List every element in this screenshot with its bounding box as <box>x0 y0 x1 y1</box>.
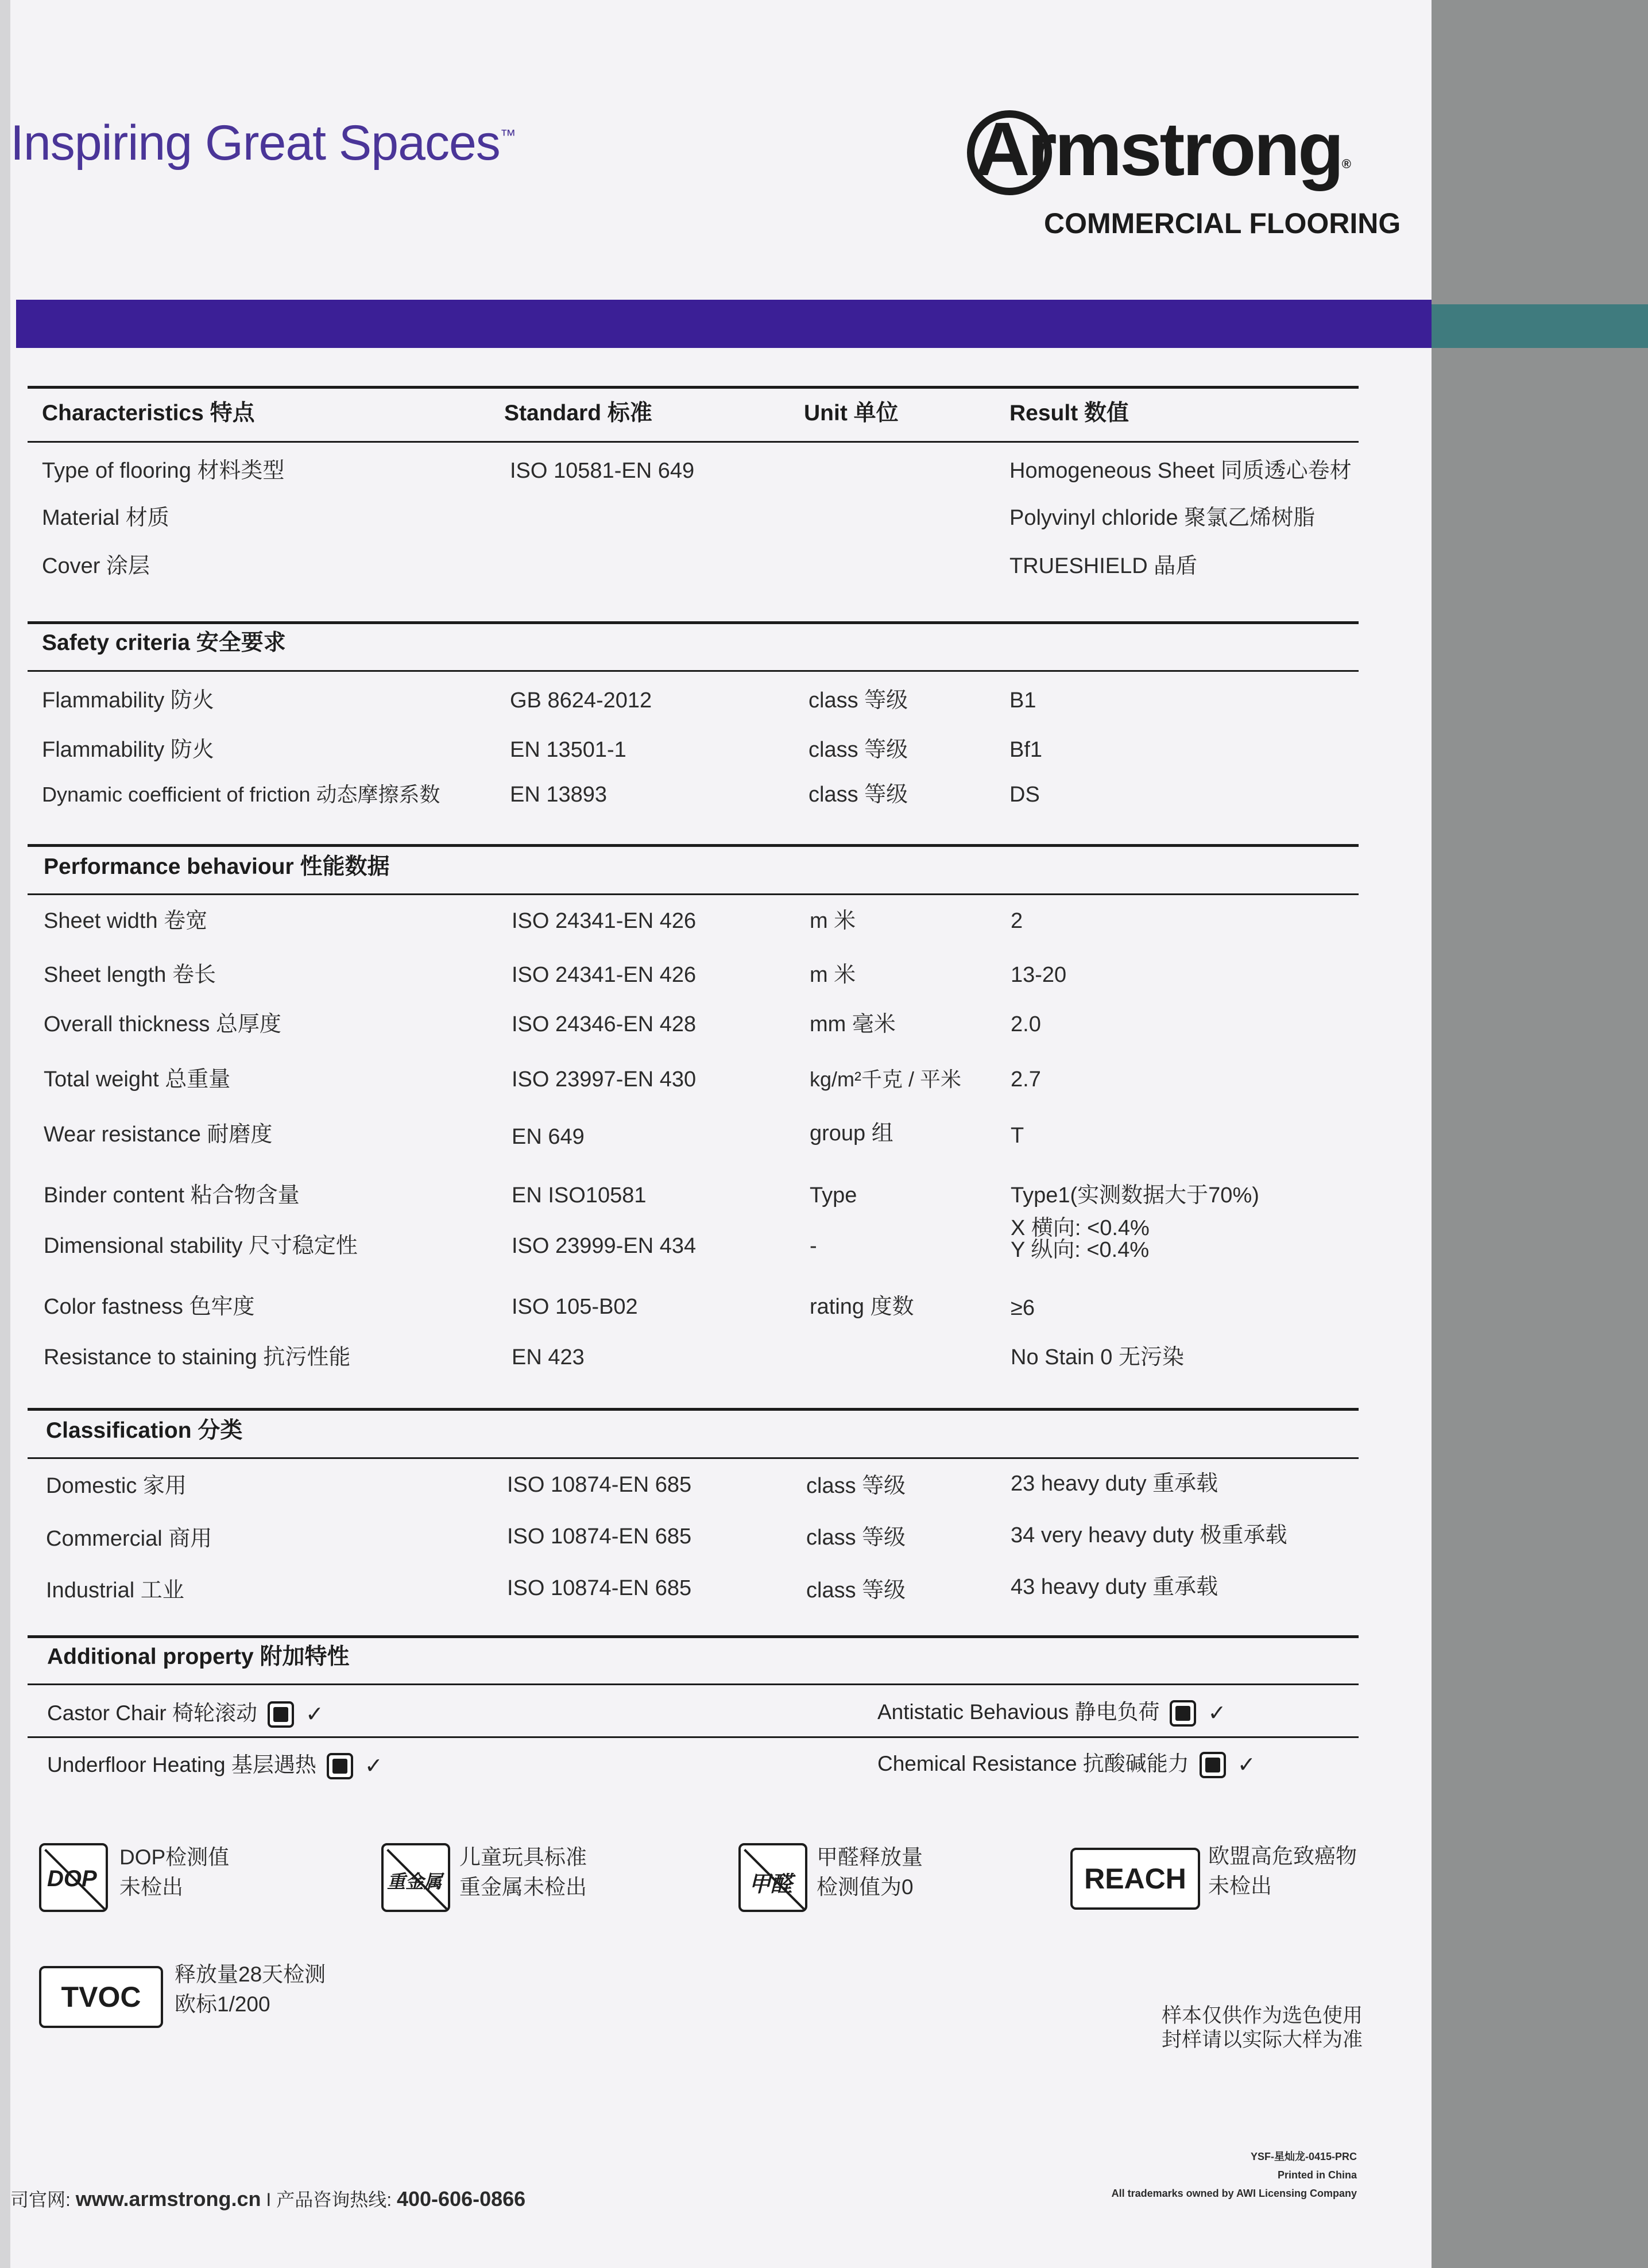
row-unit: group 组 <box>810 1121 893 1145</box>
row-unit: class 等级 <box>808 738 908 762</box>
row-result: 2.0 <box>1011 1012 1041 1036</box>
row-standard: GB 8624-2012 <box>510 688 652 713</box>
subbrand: COMMERCIAL FLOORING <box>1044 207 1401 239</box>
row-result: Polyvinyl chloride 聚氯乙烯树脂 <box>1009 506 1316 530</box>
reach-icon: REACH <box>1070 1848 1200 1910</box>
castor-chair-icon <box>268 1701 294 1728</box>
additional-item-chemical-resistance: Chemical Resistance 抗酸碱能力 ✓ <box>877 1752 1256 1778</box>
antistatic-icon <box>1170 1700 1196 1727</box>
row-result: ≥6 <box>1011 1296 1035 1320</box>
tagline: Inspiring Great Spaces™ <box>10 115 516 171</box>
row-name: Commercial 商用 <box>46 1527 212 1551</box>
row-unit: - <box>810 1234 817 1258</box>
row-standard: EN ISO10581 <box>512 1183 647 1207</box>
row-standard: ISO 23999-EN 434 <box>512 1234 697 1258</box>
row-standard: ISO 10581-EN 649 <box>510 459 695 483</box>
row-name: Total weight 总重量 <box>44 1067 231 1092</box>
row-unit: m 米 <box>810 909 856 933</box>
check-mark: ✓ <box>364 1754 383 1779</box>
col-result: Result 数值 <box>1009 401 1129 425</box>
row-unit: rating 度数 <box>810 1295 914 1319</box>
row-standard: ISO 10874-EN 685 <box>507 1524 692 1549</box>
row-name: Binder content 粘合物含量 <box>44 1183 300 1207</box>
row-name: Sheet width 卷宽 <box>44 909 208 933</box>
heavy-metal-icon: 重金属 <box>381 1843 450 1912</box>
row-result: No Stain 0 无污染 <box>1011 1345 1184 1369</box>
row-name: Flammability 防火 <box>42 688 214 713</box>
row-result: 2.7 <box>1011 1067 1041 1092</box>
row-unit: m 米 <box>810 963 856 987</box>
row-unit: Type <box>810 1183 857 1207</box>
row-result: 2 <box>1011 909 1023 933</box>
additional-item-underfloor-heating: Underfloor Heating 基层遇热 ✓ <box>47 1753 383 1779</box>
row-standard: EN 13893 <box>510 783 608 807</box>
row-name: Industrial 工业 <box>46 1578 184 1603</box>
row-standard: ISO 10874-EN 685 <box>507 1473 692 1497</box>
row-unit: class 等级 <box>806 1526 906 1550</box>
armstrong-logo: Armstrong® <box>975 103 1388 195</box>
row-result-2: Y 纵向: <0.4% <box>1011 1238 1150 1262</box>
row-name: Wear resistance 耐磨度 <box>44 1123 273 1147</box>
check-mark: ✓ <box>305 1702 324 1727</box>
row-name: Dimensional stability 尺寸稳定性 <box>44 1234 358 1258</box>
row-unit: class 等级 <box>806 1474 906 1498</box>
row-name: Flammability 防火 <box>42 738 214 762</box>
col-unit: Unit 单位 <box>804 401 899 425</box>
brand-band <box>16 300 1432 348</box>
row-unit: class 等级 <box>808 783 908 807</box>
spec-sheet: Inspiring Great Spaces™ Armstrong® COMMERCIAL FLOORING Characteristics 特点 Standard 标准 Unit 单位 Result 数值 Type of flooring 材料类型 ISO 10581-EN 649 Homogeneous Sheet 同质透心卷材 Material 材质 Polyvinyl chloride 聚氯乙烯树脂 Cover 涂层 TRUESHIELD 晶盾 Safety criteria 安全要求 Flammability 防火 GB 8624-2012 class 等级 B1 Flammability 防火 EN 13501-1 class 等级 Bf1 Dynamic coefficient of friction 动态摩擦系数 EN 13893 class 等级 DS Performance behaviour 性能数据 Sheet width 卷宽 ISO 24341-EN 426 m 米 2 Sheet length 卷长 ISO 24341-EN 426 m 米 13-20 Overall thickness 总厚度 ISO 24346-EN 428 mm 毫米 2.0 Total weight 总重量 ISO 23997-EN 430 kg/m²千克 / 平米 2.7 Wear resistance 耐磨度 EN 649 group 组 T Binder content 粘合物含量 EN ISO10581 Type Type1(实测数据大于70%) Dimensional stability 尺寸稳定性 ISO 23999-EN 434 - X 横向: <0.4% Y 纵向: <0.4% Color fastness 色牢度 ISO 105-B02 rating 度数 ≥6 Resistance to staining 抗污性能 EN 423 No Stain 0 无污染 Classification 分类 Domestic 家用 ISO 10874-EN 685 class 等级 23 heavy duty 重承载 Commercial 商用 ISO 10874-EN 685 class 等级 34 very heavy duty 极重承载 Industrial 工业 ISO 10874-EN 685 class 等级 43 heavy duty 重承载 Additional property 附加特性 Castor Chair 椅轮滚动 ✓ Antistatic Behavious 静电负荷 ✓ Underfloor Heating 基层遇热 ✓ Chemical Resistance 抗酸碱能力 ✓ DOP DOP检测值 未检出 重金属 儿童玩具标准 重金属未检出 甲醛 甲醛释放量 检测值为0 REACH 欧盟高危致癌物 未检出 TVOC 释放量28天检测 欧标1/200 样本仅供作为选色使用 封样请以实际大样为准 YSF-星灿龙-0415-PRC Printed in China All trademarks owned by AWI Licensing Company 司官网: www.armstrong.cn I 产品咨询热线: 400-606-0866 <box>10 0 1432 2268</box>
hotline-number: 400-606-0866 <box>396 2187 526 2211</box>
additional-item-castor-chair: Castor Chair 椅轮滚动 ✓ <box>47 1701 324 1727</box>
row-name: Domestic 家用 <box>46 1474 187 1498</box>
fine-print: YSF-星灿龙-0415-PRC Printed in China All trademarks owned by AWI Licensing Company <box>1111 2151 1357 2199</box>
section-title-additional: Additional property 附加特性 <box>47 1644 350 1669</box>
row-result: Type1(实测数据大于70%) <box>1011 1183 1259 1207</box>
chemical-resistance-icon <box>1200 1752 1226 1778</box>
row-standard: ISO 24341-EN 426 <box>512 909 697 933</box>
col-characteristics: Characteristics 特点 <box>42 401 255 425</box>
formaldehyde-icon: 甲醛 <box>738 1843 807 1912</box>
col-standard: Standard 标准 <box>504 401 652 425</box>
brand-name: Armstrong <box>975 107 1342 191</box>
row-result: 13-20 <box>1011 963 1067 987</box>
tvoc-icon: TVOC <box>39 1966 163 2028</box>
row-result: Homogeneous Sheet 同质透心卷材 <box>1009 459 1352 483</box>
row-standard: ISO 24346-EN 428 <box>512 1012 697 1036</box>
dop-icon: DOP <box>39 1843 108 1912</box>
row-standard: ISO 23997-EN 430 <box>512 1067 697 1092</box>
section-title-classification: Classification 分类 <box>46 1418 243 1443</box>
sample-note: 样本仅供作为选色使用 封样请以实际大样为准 <box>1161 2004 1363 2051</box>
row-unit: class 等级 <box>806 1578 906 1603</box>
section-title-performance: Performance behaviour 性能数据 <box>44 854 390 879</box>
row-name: Color fastness 色牢度 <box>44 1295 255 1319</box>
check-mark: ✓ <box>1237 1753 1256 1778</box>
check-mark: ✓ <box>1208 1701 1227 1726</box>
row-name: Material 材质 <box>42 506 169 530</box>
section-title-safety: Safety criteria 安全要求 <box>42 630 286 655</box>
row-result: DS <box>1009 783 1040 807</box>
row-result: B1 <box>1009 688 1036 713</box>
footer-contact: 司官网: www.armstrong.cn I 产品咨询热线: 400-606-0866 <box>10 2187 526 2211</box>
row-standard: EN 13501-1 <box>510 738 626 762</box>
row-name: Sheet length 卷长 <box>44 963 216 987</box>
row-result: T <box>1011 1124 1024 1148</box>
row-name: Dynamic coefficient of friction 动态摩擦系数 <box>42 783 440 806</box>
row-name: Resistance to staining 抗污性能 <box>44 1345 351 1369</box>
row-unit: mm 毫米 <box>810 1012 896 1036</box>
row-standard: EN 423 <box>512 1345 585 1369</box>
row-result: TRUESHIELD 晶盾 <box>1009 554 1198 578</box>
row-standard: ISO 24341-EN 426 <box>512 963 697 987</box>
row-result: 23 heavy duty 重承载 <box>1011 1472 1218 1496</box>
row-standard: EN 649 <box>512 1125 585 1149</box>
row-name: Overall thickness 总厚度 <box>44 1012 281 1036</box>
website-link[interactable]: www.armstrong.cn <box>75 2187 261 2211</box>
row-result: X 横向: <0.4% <box>1011 1216 1150 1240</box>
row-result: 34 very heavy duty 极重承载 <box>1011 1523 1287 1547</box>
row-standard: ISO 105-B02 <box>512 1295 638 1319</box>
additional-item-antistatic: Antistatic Behavious 静电负荷 ✓ <box>877 1700 1227 1726</box>
underfloor-heating-icon <box>327 1753 353 1779</box>
row-name: Cover 涂层 <box>42 554 150 578</box>
row-result: Bf1 <box>1009 738 1043 762</box>
row-unit: kg/m²千克 / 平米 <box>810 1067 962 1091</box>
row-unit: class 等级 <box>808 688 908 713</box>
row-result: 43 heavy duty 重承载 <box>1011 1575 1218 1599</box>
row-standard: ISO 10874-EN 685 <box>507 1576 692 1600</box>
teal-stripe <box>1432 304 1648 348</box>
row-name: Type of flooring 材料类型 <box>42 459 285 483</box>
